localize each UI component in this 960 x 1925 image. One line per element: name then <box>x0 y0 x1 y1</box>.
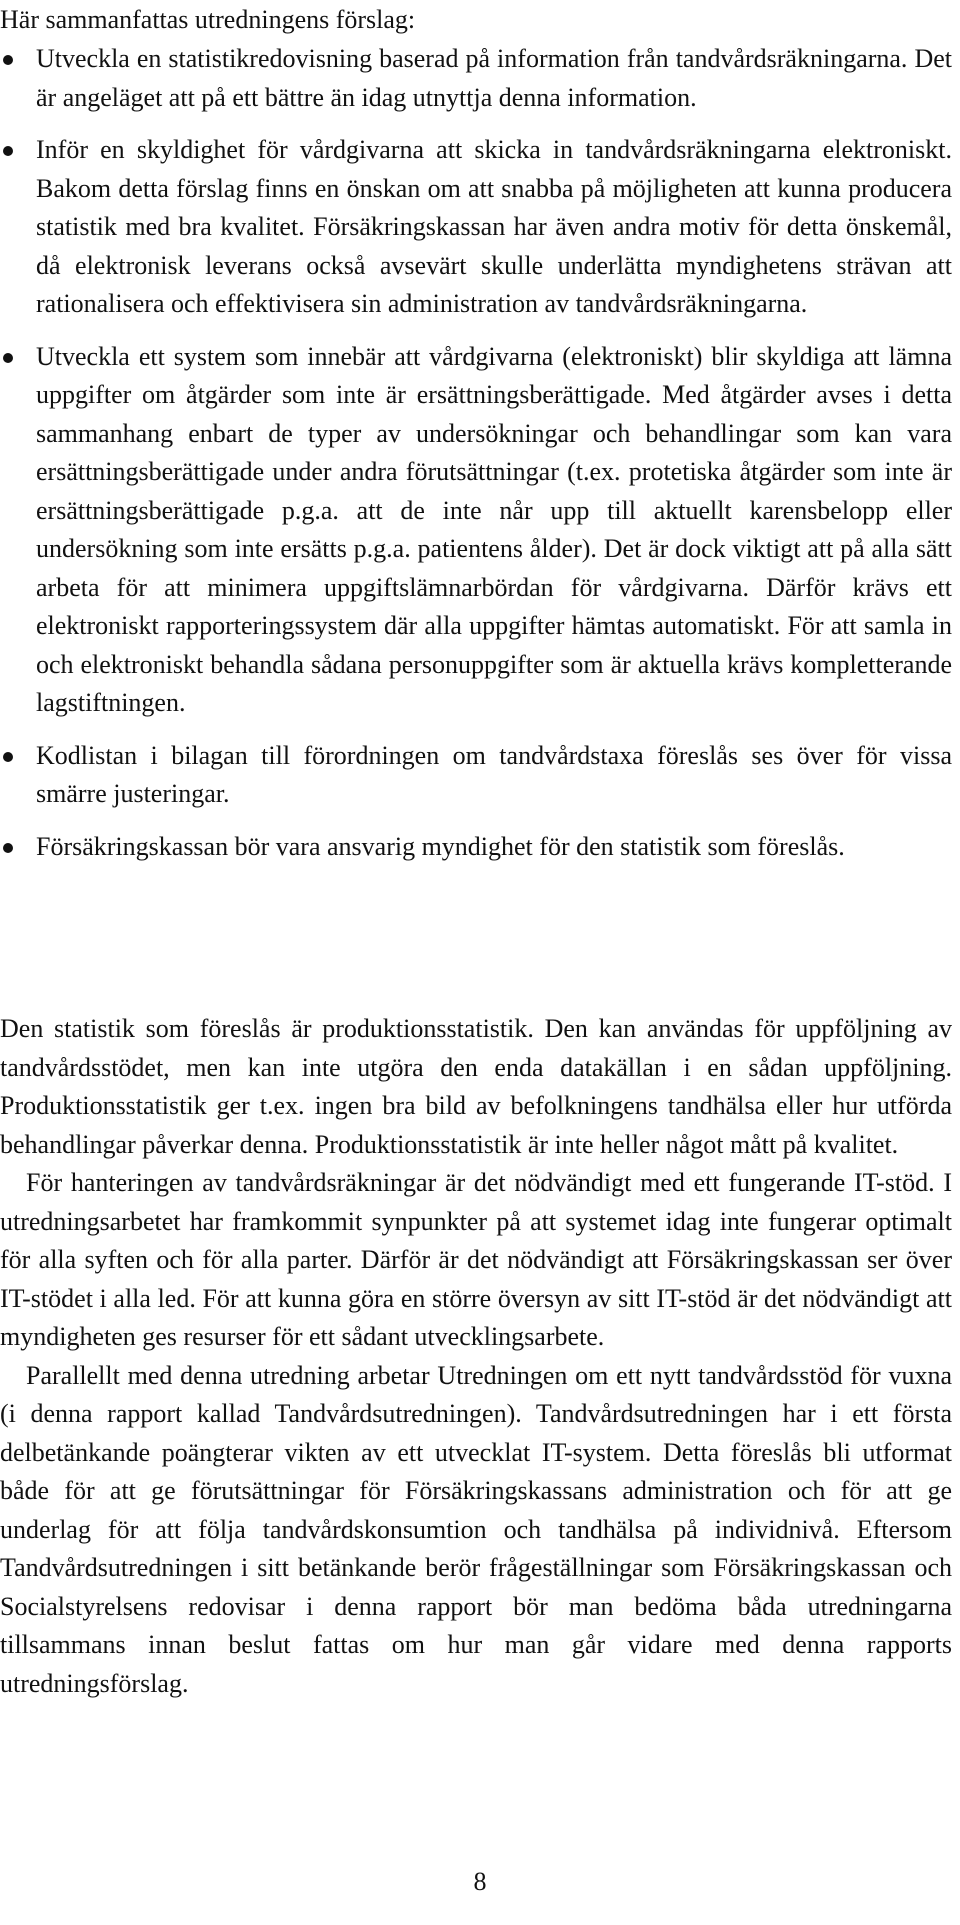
list-item <box>0 40 952 117</box>
paragraph: För hanteringen av tandvårdsräkningar är det nödvändigt med ett fungerande IT-stöd. I utredningsarbetet har framkommit synpunkter på att systemet idag inte fungerar optimalt för alla syften och för alla parter. Därför är det nödvändigt att Försäkringskassan ser över IT-stödet i alla led. För att kunna göra en större översyn av sitt IT-stöd är det nödvändigt att myndigheten ges resurser för ett sådant utvecklingsarbete. <box>0 1168 952 1351</box>
bullet-icon <box>3 55 13 65</box>
list-item <box>0 737 952 814</box>
bullet-icon <box>3 146 13 156</box>
list-item-text: Kodlistan i bilagan till förordningen om tandvårdstaxa föreslås ses över för vissa smärre justeringar. <box>36 740 952 808</box>
list-item <box>0 131 952 324</box>
paragraph: Den statistik som föreslås är produktionsstatistik. Den kan användas för uppföljning av tandvårdsstödet, men kan inte utgöra den enda datakällan i en sådan uppföljning. Produktionsstatistik ger t.ex. ingen bra bild av befolkningens tandhälsa eller hur utförda behandlingar påverkar denna. Produktionsstatistik är inte heller något mått på kvalitet. <box>0 1014 952 1159</box>
list-item <box>0 828 952 867</box>
list-item <box>0 338 952 723</box>
proposal-list <box>0 40 952 866</box>
page-number: 8 <box>473 1867 487 1896</box>
list-item-text: Utveckla ett system som innebär att vårdgivarna (elektroniskt) blir skyldiga att lämna uppgifter om åtgärder som inte är ersättningsberättigade. Med åtgärder avses i detta sammanhang enbart de typer av undersökningar och behandlingar som kan vara ersättningsberättigade under andra förutsättningar (t.ex. protetiska åtgärder som inte är ersättningsberättigade p.g.a. att de inte når upp till aktuellt karensbelopp eller undersökning som inte ersätts p.g.a. patientens ålder). Det är dock viktigt att på alla sätt arbeta för att minimera uppgiftslämnarbördan för vårdgivarna. Därför krävs ett elektroniskt rapporteringssystem där alla uppgifter hämtas automatiskt. För att samla in och elektroniskt behandla sådana personuppgifter som är aktuella krävs kompletterande lagstiftningen. <box>36 341 952 717</box>
list-item-text: Försäkringskassan bör vara ansvarig myndighet för den statistik som föreslås. <box>36 831 845 861</box>
intro-line: Här sammanfattas utredningens förslag: <box>0 5 416 34</box>
paragraph: Parallellt med denna utredning arbetar Utredningen om ett nytt tandvårdsstöd för vuxna (i denna rapport kallad Tandvårdsutredningen). Tandvårdsutredningen har i ett första delbetänkande poängterar vikten av ett utvecklat IT-system. Detta föreslås bli utformat både för att ge förutsättningar för Försäkringskassans administration och för att ge underlag för att följa tandvårdskonsumtion och tandhälsa på individnivå. Eftersom Tandvårdsutredningen i sitt betänkande berör frågeställningar som Försäkringskassan och Socialstyrelsens redovisar i denna rapport bör man bedöma båda utredningarna tillsammans innan beslut fattas om hur man går vidare med denna rapports utredningsförslag. <box>0 1360 952 1698</box>
bullet-icon <box>3 752 13 762</box>
bullet-icon <box>3 843 13 853</box>
list-item-text: Utveckla en statistikredovisning baserad på information från tandvårdsräkningarna. Det är angeläget att på ett bättre än idag utnyttja denna information. <box>36 44 952 112</box>
list-item-text: Inför en skyldighet för vårdgivarna att skicka in tandvårdsräkningarna elektroniskt. Bakom detta förslag finns en önskan om att snabba på möjligheten att kunna producera statistik med bra kvalitet. Försäkringskassan har även andra motiv för detta önskemål, då elektronisk leverans också avsevärt skulle underlätta myndighetens strävan att rationalisera och effektivisera sin administration av tandvårdsräkningarna. <box>36 135 952 318</box>
bullet-icon <box>3 353 13 363</box>
body-text <box>0 1010 952 1703</box>
